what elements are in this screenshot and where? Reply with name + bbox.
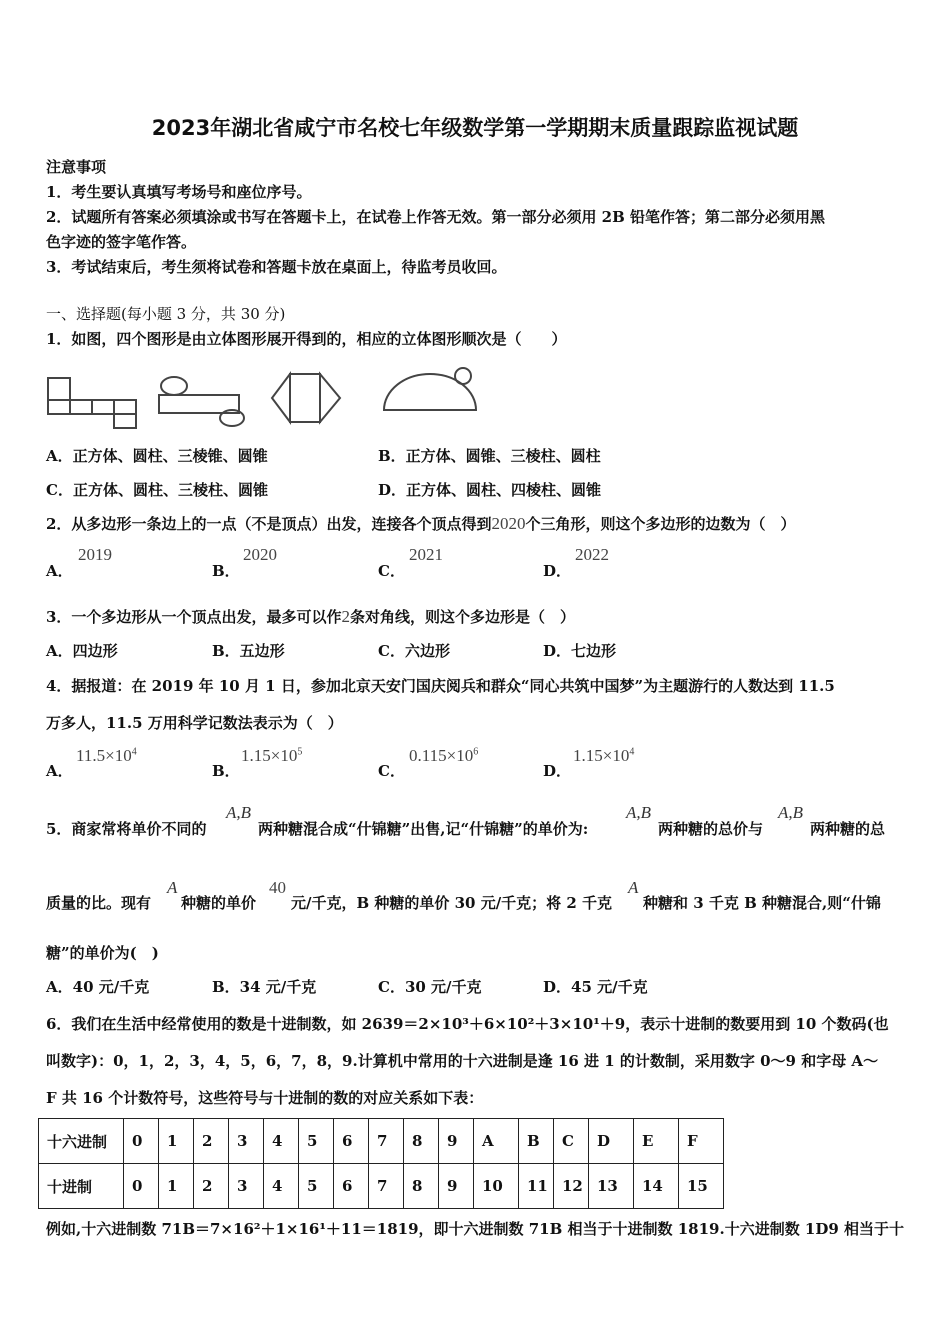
- table-cell: 9: [439, 1119, 474, 1164]
- q2-option-d-label[interactable]: D．: [543, 562, 572, 580]
- q2-stem-part-2: 个三角形，则这个多边形的边数为（ ）: [525, 515, 796, 533]
- q2-option-c-value: 2021: [409, 545, 443, 564]
- table-cell: 6: [334, 1164, 369, 1209]
- page-title: 2023年湖北省咸宁市名校七年级数学第一学期期末质量跟踪监视试题: [151, 116, 799, 140]
- question-6-line-4: 例如,十六进制数 71B＝7×16²＋1×16¹＋11＝1819，即十六进制数 71B 相当于十进制数 1819.十六进制数 1D9 相当于十: [46, 1220, 905, 1238]
- table-cell: 十进制: [39, 1164, 124, 1209]
- q5-sugar-a-2: A: [628, 878, 639, 897]
- table-cell: 1: [159, 1119, 194, 1164]
- q5-ab-2: A,B: [626, 803, 652, 822]
- cube-net-figure: [46, 372, 142, 430]
- notice-item-2-cont: 色字迹的签字笔作答。: [46, 233, 197, 251]
- hex-row: [39, 1119, 724, 1164]
- table-cell: 14: [634, 1164, 679, 1209]
- q2-stem-part-1: 2．从多边形一条边上的一点（不是顶点）出发，连接各个顶点得到: [46, 515, 492, 533]
- table-cell: D: [589, 1119, 634, 1164]
- question-1-stem: 1．如图，四个图形是由立体图形展开得到的，相应的立体图形顺次是（ ）: [46, 330, 567, 348]
- table-cell: A: [474, 1119, 519, 1164]
- q3-option-c[interactable]: C．六边形: [378, 642, 450, 660]
- table-cell: B: [519, 1119, 554, 1164]
- table-cell: 0: [124, 1119, 159, 1164]
- table-cell: 9: [439, 1164, 474, 1209]
- q4-c-base: 0.115×10: [409, 746, 474, 765]
- q4-option-c-label[interactable]: C．: [378, 762, 405, 780]
- table-cell: 11: [519, 1164, 554, 1209]
- question-3-stem: [46, 606, 575, 627]
- q5-ab-3: A,B: [778, 803, 804, 822]
- q5-text-8: 种糖和 3 千克 B 种糖混合,则“什锦: [643, 894, 881, 912]
- q5-price-a: 40: [269, 878, 286, 897]
- notice-heading: 注意事项: [46, 158, 107, 176]
- q5-text-2: 两种糖混合成“什锦糖”出售,记“什锦糖”的单价为:: [258, 820, 589, 838]
- table-cell: 10: [474, 1164, 519, 1209]
- q4-option-b-value: [241, 746, 302, 766]
- table-cell: 3: [229, 1119, 264, 1164]
- q5-text-7: 元/千克，B 种糖的单价 30 元/千克；将 2 千克: [291, 894, 613, 912]
- q5-option-a[interactable]: A．40 元/千克: [46, 978, 150, 996]
- table-cell: 十六进制: [39, 1119, 124, 1164]
- prism-net-figure: [270, 368, 342, 430]
- question-6-line-1: 6．我们在生活中经常使用的数是十进制数，如 2639＝2×10³＋6×10²＋3×10¹＋9，表示十进制的数要用到 10 个数码(也: [46, 1015, 889, 1033]
- q5-option-d[interactable]: D．45 元/千克: [543, 978, 648, 996]
- table-cell: 7: [369, 1119, 404, 1164]
- q1-option-d[interactable]: D．正方体、圆柱、四棱柱、圆锥: [378, 481, 602, 499]
- q1-option-b[interactable]: B．正方体、圆锥、三棱柱、圆柱: [378, 447, 601, 465]
- q5-ab-1: A,B: [226, 803, 252, 822]
- cone-net-figure: [380, 366, 480, 414]
- question-2-stem: [46, 513, 795, 534]
- q4-option-b-label[interactable]: B．: [212, 762, 240, 780]
- hex-decimal-table: [38, 1118, 724, 1209]
- q4-b-exponent: 5: [297, 746, 303, 758]
- question-6-line-2: 叫数字)：0，1，2，3，4，5，6，7，8，9.计算机中常用的十六进制是逢 16 进 1 的计数制，采用数字 0～9 和字母 A～: [46, 1052, 879, 1070]
- table-cell: 8: [404, 1119, 439, 1164]
- q5-option-b[interactable]: B．34 元/千克: [212, 978, 317, 996]
- q5-option-c[interactable]: C．30 元/千克: [378, 978, 482, 996]
- q2-option-c-label[interactable]: C．: [378, 562, 405, 580]
- decimal-row: [39, 1164, 724, 1209]
- q3-diagonal-count: 2: [341, 607, 350, 626]
- q5-text-5: 质量的比。现有: [46, 894, 152, 912]
- notice-item-1: 1．考生要认真填写考场号和座位序号。: [46, 183, 312, 201]
- q4-option-d-value: [573, 746, 634, 766]
- question-4-line-2: 万多人，11.5 万用科学记数法表示为（ ）: [46, 714, 343, 732]
- q4-b-base: 1.15×10: [241, 746, 298, 765]
- table-cell: C: [554, 1119, 589, 1164]
- table-cell: 15: [679, 1164, 724, 1209]
- q1-option-a[interactable]: A．正方体、圆柱、三棱锥、圆锥: [46, 447, 268, 465]
- table-cell: 7: [369, 1164, 404, 1209]
- q5-sugar-a-1: A: [167, 878, 178, 897]
- table-cell: 8: [404, 1164, 439, 1209]
- q2-option-a-label[interactable]: A．: [46, 562, 73, 580]
- table-cell: 0: [124, 1164, 159, 1209]
- q2-triangle-count: 2020: [491, 514, 526, 533]
- q2-option-d-value: 2022: [575, 545, 609, 564]
- table-cell: 5: [299, 1119, 334, 1164]
- table-cell: 3: [229, 1164, 264, 1209]
- table-cell: 6: [334, 1119, 369, 1164]
- table-cell: F: [679, 1119, 724, 1164]
- q2-option-b-value: 2020: [243, 545, 277, 564]
- q4-d-base: 1.15×10: [573, 746, 630, 765]
- table-cell: 1: [159, 1164, 194, 1209]
- q3-option-d[interactable]: D．七边形: [543, 642, 617, 660]
- table-cell: 5: [299, 1164, 334, 1209]
- q5-text-6: 种糖的单价: [181, 894, 257, 912]
- table-cell: 12: [554, 1164, 589, 1209]
- table-cell: 13: [589, 1164, 634, 1209]
- notice-item-2: 2．试题所有答案必须填涂或书写在答题卡上，在试卷上作答无效。第一部分必须用 2B 铅笔作答；第二部分必须用黑: [46, 208, 826, 226]
- cylinder-net-figure: [153, 374, 248, 428]
- q4-c-exponent: 6: [473, 746, 479, 758]
- q3-option-b[interactable]: B．五边形: [212, 642, 285, 660]
- q5-text-1: 5．商家常将单价不同的: [46, 820, 207, 838]
- q5-text-4: 两种糖的总: [810, 820, 886, 838]
- notice-item-3: 3．考试结束后，考生须将试卷和答题卡放在桌面上，待监考员收回。: [46, 258, 507, 276]
- q4-a-base: 11.5×10: [76, 746, 132, 765]
- q4-a-exponent: 4: [131, 746, 137, 758]
- q4-d-exponent: 4: [629, 746, 635, 758]
- table-cell: 2: [194, 1119, 229, 1164]
- q1-option-c[interactable]: C．正方体、圆柱、三棱柱、圆锥: [46, 481, 268, 499]
- table-cell: 4: [264, 1119, 299, 1164]
- table-cell: 2: [194, 1164, 229, 1209]
- q4-option-d-label[interactable]: D．: [543, 762, 572, 780]
- section-heading: 一、选择题(每小题 3 分，共 30 分): [46, 305, 286, 323]
- q4-option-a-label[interactable]: A．: [46, 762, 73, 780]
- q3-option-a[interactable]: A．四边形: [46, 642, 118, 660]
- q4-option-a-value: [76, 746, 137, 766]
- q4-option-c-value: [409, 746, 478, 766]
- q2-option-b-label[interactable]: B．: [212, 562, 240, 580]
- q5-text-9: 糖”的单价为( ): [46, 944, 159, 962]
- question-6-line-3: F 共 16 个计数符号，这些符号与十进制的数的对应关系如下表：: [46, 1089, 484, 1107]
- table-cell: 4: [264, 1164, 299, 1209]
- q3-stem-part-2: 条对角线，则这个多边形是（ ）: [349, 608, 575, 626]
- table-cell: E: [634, 1119, 679, 1164]
- q2-option-a-value: 2019: [78, 545, 112, 564]
- q3-stem-part-1: 3．一个多边形从一个顶点出发，最多可以作: [46, 608, 342, 626]
- q5-text-3: 两种糖的总价与: [658, 820, 764, 838]
- question-4-line-1: 4．据报道：在 2019 年 10 月 1 日，参加北京天安门国庆阅兵和群众“同心共筑中国梦”为主题游行的人数达到 11.5: [46, 677, 835, 695]
